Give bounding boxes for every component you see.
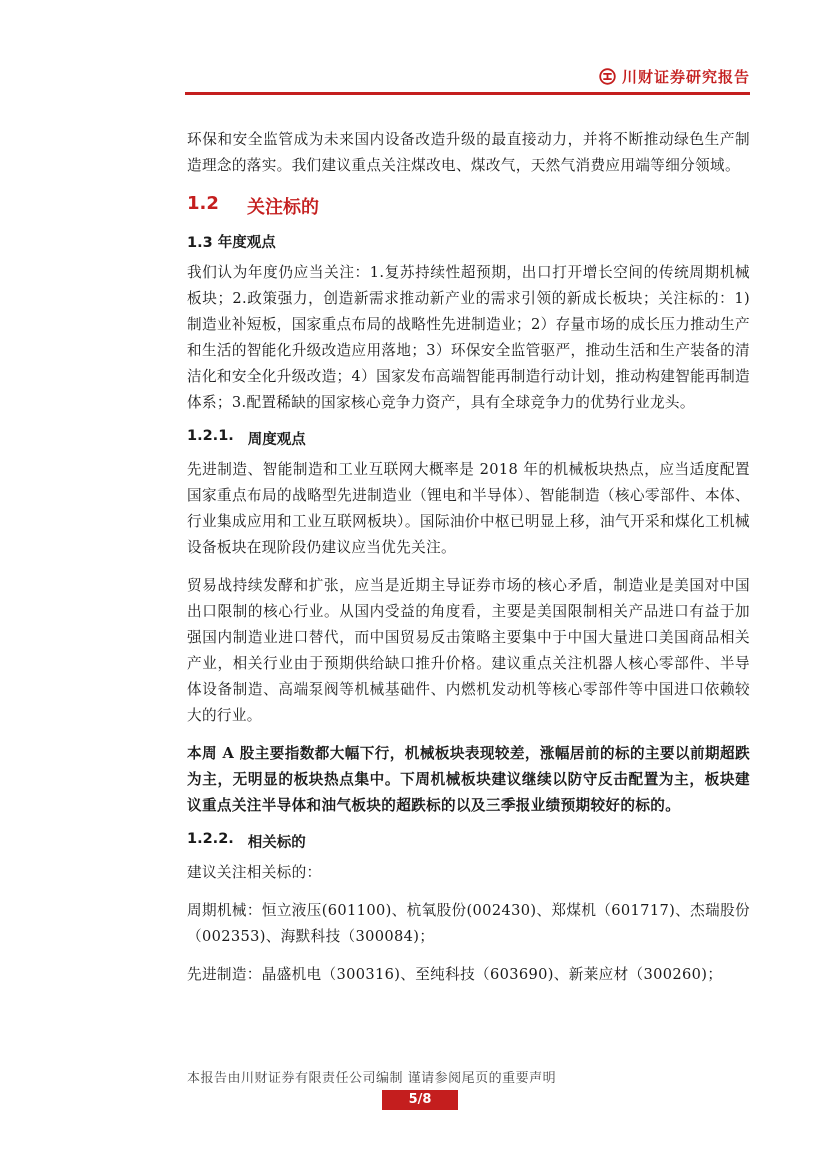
document-body — [187, 127, 750, 1000]
annual-view-paragraph: 我们认为年度仍应当关注：1.复苏持续性超预期，出口打开增长空间的传统周期机械板块；2.政策强力，创造新需求推动新产业的需求引领的新成长板块；关注标的：1)制造业补短板，国家重点布局的战略性先进制造业；2）存量市场的成长压力推动生产和生活的智能化升级改造应用落地；3）环保安全监管驱严，推动生活和生产装备的清洁化和安全化升级改造；4）国家发布高端智能再制造行动计划，推动构建智能再制造体系；3.配置稀缺的国家核心竞争力资产，具有全球竞争力的优势行业龙头。 — [187, 264, 750, 411]
weekly-paragraph-2: 贸易战持续发酵和扩张，应当是近期主导证券市场的核心矛盾，制造业是美国对中国出口限制的核心行业。从国内受益的角度看，主要是美国限制相关产品进口有益于加强国内制造业进口替代，而中国贸易反击策略主要集中于中国大量进口美国商品相关产业，相关行业由于预期供给缺口推升价格。建议重点关注机器人核心零部件、半导体设备制造、高端泵阀等机械基础件、内燃机发动机等核心零部件等中国进口依赖较大的行业。 — [187, 577, 750, 724]
advanced-manufacturing-list: 先进制造：晶盛机电（300316)、至纯科技（603690)、新莱应材（300260)； — [187, 966, 723, 983]
section-heading-1-3: 1.3 年度观点 — [187, 235, 276, 251]
intro-paragraph: 环保和安全监管成为未来国内设备改造升级的最直接动力，并将不断推动绿色生产制造理念的落实。我们建议重点关注煤改电、煤改气，天然气消费应用端等细分领域。 — [187, 131, 750, 174]
weekly-paragraph-1: 先进制造、智能制造和工业互联网大概率是 2018 年的机械板块热点，应当适度配置国家重点布局的战略型先进制造业（锂电和半导体）、智能制造（核心零部件、本体、行业集成应用和工业互联网板块）。国际油价中枢已明显上移，油气开采和煤化工机械设备板块在现阶段仍建议应当优先关注。 — [187, 461, 750, 556]
section-number: 1.2.2. — [187, 831, 234, 847]
brand-name: 川财证券研究报告 — [621, 68, 750, 86]
brand — [599, 66, 750, 87]
section-number: 1.2 — [187, 193, 219, 214]
chuancai-logo-icon — [599, 68, 616, 85]
section-title: 周度观点 — [247, 432, 306, 448]
related-intro: 建议关注相关标的： — [187, 864, 322, 881]
section-title: 关注标的 — [247, 197, 319, 218]
section-heading-1-2-2 — [187, 831, 750, 852]
header-rule — [185, 92, 750, 95]
page-header — [185, 66, 750, 92]
section-heading-1-2 — [187, 193, 750, 219]
page-number: 5/8 — [382, 1090, 458, 1110]
section-heading-1-2-1 — [187, 428, 750, 449]
footer-disclaimer: 本报告由川财证券有限责任公司编制 谨请参阅尾页的重要声明 — [187, 1071, 557, 1086]
cyclical-machinery-list: 周期机械：恒立液压(601100)、杭氧股份(002430)、郑煤机（601717)、杰瑞股份（002353)、海默科技（300084)； — [187, 902, 750, 945]
section-title: 相关标的 — [247, 835, 306, 851]
section-number: 1.2.1. — [187, 428, 234, 444]
weekly-summary-paragraph: 本周 A 股主要指数都大幅下行，机械板块表现较差，涨幅居前的标的主要以前期超跌为主，无明显的板块热点集中。下周机械板块建议继续以防守反击配置为主，板块建议重点关注半导体和油气板块的超跌标的以及三季报业绩预期较好的标的。 — [187, 745, 750, 814]
